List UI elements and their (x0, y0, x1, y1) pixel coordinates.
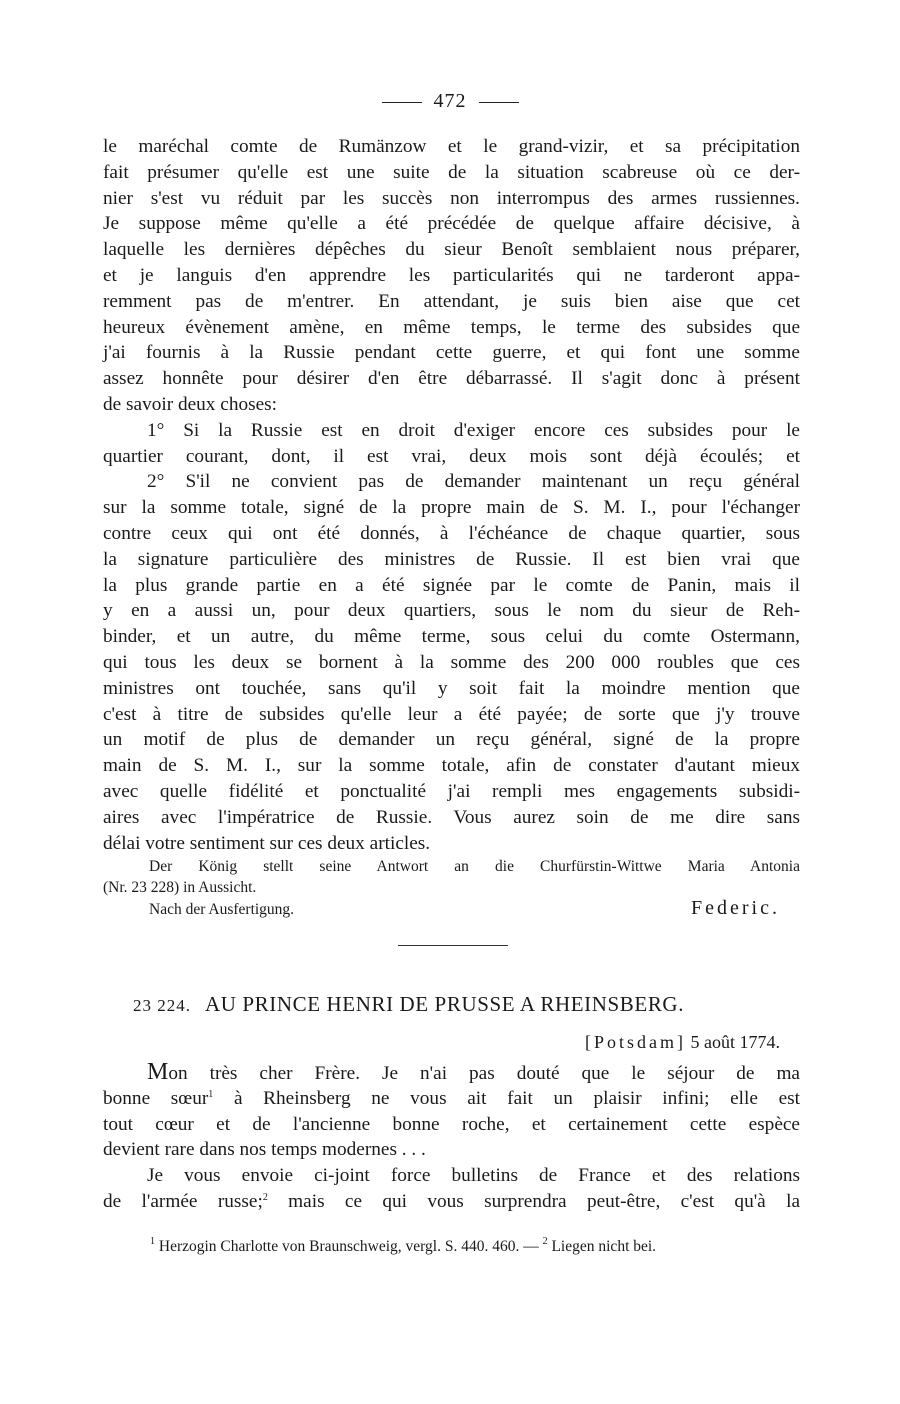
page-number: 472 (433, 90, 467, 112)
text-line: heureux évènement amène, en même temps, le terme des subsides que (103, 316, 800, 338)
text-line: Je suppose même qu'elle a été précédée de quelque affaire décisive, à (103, 213, 800, 235)
section-divider (398, 945, 508, 946)
page-header (0, 90, 900, 113)
point-2-line: avec quelle fidélité et ponctualité j'ai rempli mes engagements subsidi- (103, 780, 800, 802)
text-line (103, 1086, 800, 1112)
point-2-line: binder, et un autre, du même terme, sous celui du comte Ostermann, (103, 626, 800, 648)
footnote-mark: 1 (150, 1236, 155, 1247)
closing-row (103, 897, 780, 920)
point-2-line: délai votre sentiment sur ces deux articles. (103, 832, 431, 854)
date: 5 août 1774. (690, 1032, 780, 1052)
text-span: mais ce qui vous surprendra peut-être, c'est qu'à la (267, 1190, 800, 1212)
text-line: nier s'est vu réduit par les succès non interrompus des armes russiennes. (103, 187, 800, 209)
letter-heading (133, 992, 813, 1017)
source-note: Nach der Ausfertigung. (149, 901, 295, 918)
text-span: de l'armée russe; (103, 1190, 263, 1212)
dateline (0, 1032, 780, 1053)
text-line: Je vous envoie ci-joint force bulletins de France et des relations (147, 1165, 800, 1187)
text-line: laquelle les dernières dépêches du sieur Benoît semblaient nous préparer, (103, 239, 800, 261)
text-line: assez honnête pour désirer d'en être débarrassé. Il s'agit donc à présent (103, 368, 800, 390)
text-line (103, 1060, 800, 1086)
letter-title: AU PRINCE HENRI DE PRUSSE A RHEINSBERG. (205, 992, 685, 1016)
initial-letter: M (147, 1059, 169, 1085)
point-2-line: ministres ont touchée, sans qu'il y soit fait la moindre mention que (103, 677, 800, 699)
point-2-line: sur la somme totale, signé de la propre main de S. M. I., pour l'échanger (103, 497, 800, 519)
footnote-text: Herzogin Charlotte von Braunschweig, vergl. S. 440. 460. — (155, 1238, 543, 1255)
footnotes (150, 1236, 810, 1257)
footnote-ref: 2 (262, 1191, 268, 1203)
footnote-mark: 2 (542, 1236, 548, 1247)
point-2-line: y en a aussi un, pour deux quartiers, sous le nom du sieur de Reh- (103, 600, 800, 622)
point-1-line: 1° Si la Russie est en droit d'exiger encore ces subsides pour le (147, 419, 800, 441)
text-line: tout cœur et de l'ancienne bonne roche, et certainement cette espèce (103, 1113, 800, 1135)
header-dash-right (479, 102, 519, 103)
text-span: on très cher Frère. Je n'ai pas douté que le séjour de ma (168, 1063, 800, 1084)
text-line (103, 1189, 800, 1215)
point-2-line: main de S. M. I., sur la somme totale, afin de constater d'autant mieux (103, 755, 800, 777)
text-line: devient rare dans nos temps modernes . . . (103, 1139, 426, 1161)
header-dash-left (382, 102, 422, 103)
point-2-line: la plus grande partie en a été signée par le comte de Panin, mais il (103, 574, 800, 596)
text-line: le maréchal comte de Rumänzow et le grand-vizir, et sa précipitation (103, 136, 800, 157)
text-line: de savoir deux choses: (103, 393, 278, 415)
point-1-line: quartier courant, dont, il est vrai, deux mois sont déjà écoulés; et (103, 445, 800, 467)
letter-body-new (103, 1060, 800, 1215)
footnote-text: Liegen nicht bei. (547, 1238, 657, 1255)
letter-number: 23 224. (133, 996, 191, 1015)
point-2-line: aires avec l'impératrice de Russie. Vous aurez soin de me dire sans (103, 806, 800, 828)
footnote-ref: 1 (208, 1088, 214, 1100)
editor-note-line: (Nr. 23 228) in Aussicht. (103, 879, 257, 896)
point-2-line: un motif de plus de demander un reçu général, signé de la propre (103, 729, 800, 751)
point-2-line: contre ceux qui ont été donnés, à l'échéance de chaque quartier, sous (103, 522, 800, 544)
editor-note-line: Der König stellt seine Antwort an die Churfürstin-Wittwe Maria Antonia (149, 858, 800, 875)
text-span: à Rheinsberg ne vous ait fait un plaisir infini; elle est (213, 1087, 800, 1109)
point-2-line: c'est à titre de subsides qu'elle leur a été payée; de sorte que j'y trouve (103, 703, 800, 725)
text-span: bonne sœur (103, 1087, 209, 1109)
point-2-line: la signature particulière des ministres de Russie. Il est bien vrai que (103, 548, 800, 570)
point-2-line: 2° S'il ne convient pas de demander maintenant un reçu général (147, 471, 800, 493)
signature: Federic. (691, 897, 780, 919)
point-2-line: qui tous les deux se bornent à la somme des 200 000 roubles que ces (103, 651, 800, 673)
editor-note (103, 856, 800, 898)
text-line: et je languis d'en apprendre les particularités qui ne tarderont appa- (103, 264, 800, 286)
text-line: remment pas de m'entrer. En attendant, je suis bien aise que cet (103, 290, 800, 312)
text-line: fait présumer qu'elle est une suite de la situation scabreuse où ce der- (103, 161, 800, 183)
text-line: j'ai fournis à la Russie pendant cette guerre, et qui font une somme (103, 342, 800, 364)
letter-body-top (103, 134, 800, 856)
date-place: [Potsdam] (585, 1032, 686, 1052)
